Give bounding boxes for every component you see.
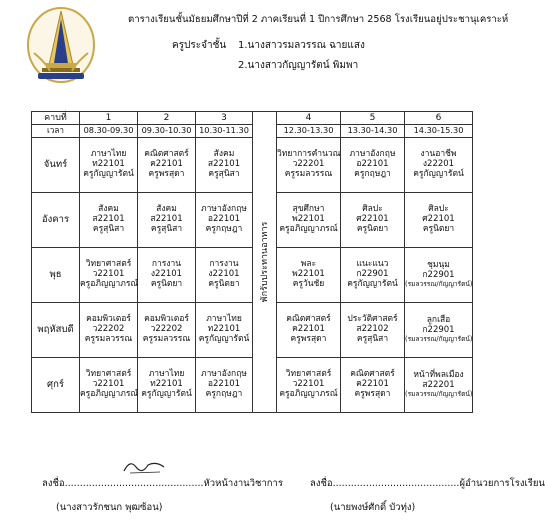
subject-cell <box>341 248 405 303</box>
subject-name: ภาษาอังกฤษ <box>349 149 396 160</box>
subject-cell <box>138 193 196 248</box>
subject-code: ศ22101 <box>422 214 455 225</box>
subject-cell <box>277 193 341 248</box>
subject-code: ก22901 <box>422 270 455 281</box>
subject-name: สังคม <box>213 149 235 160</box>
subject-code: ท22101 <box>150 379 183 390</box>
subject-name: การงาน <box>209 259 239 270</box>
class-timetable <box>31 111 473 413</box>
subject-cell <box>405 358 473 413</box>
period-number: 1 <box>80 112 138 125</box>
lunch-break-column <box>253 112 277 413</box>
subject-code: ส22201 <box>422 380 455 391</box>
period-number: 5 <box>341 112 405 125</box>
subject-name: วิทยาศาสตร์ <box>285 369 332 380</box>
subject-code: ว22101 <box>92 379 125 390</box>
subject-cell <box>138 303 196 358</box>
subject-teacher: ครูอภิญญาภรณ์ <box>279 388 338 399</box>
subject-code: ก22901 <box>356 269 389 280</box>
subject-teacher: (รมลวรรณ/กัญญารัตน์) <box>405 279 473 288</box>
subject-teacher: ครูรมลวรรณ <box>84 333 133 344</box>
period-number: 6 <box>405 112 473 125</box>
subject-teacher: ครูอภิญญาภรณ์ <box>80 278 139 289</box>
director-signature-line: ลงชื่อ..........................................ผู้อำนวยการโรงเรียน <box>310 478 545 489</box>
director-name: (นายพงษ์ศักดิ์ บัวทุ่ง) <box>330 502 416 513</box>
day-name: จันทร์ <box>32 138 80 193</box>
subject-teacher: ครูอภิญญาภรณ์ <box>80 388 139 399</box>
day-name: พุธ <box>32 248 80 303</box>
subject-cell <box>405 248 473 303</box>
subject-code: อ22101 <box>207 379 241 390</box>
subject-name: งานอาชีพ <box>420 149 457 160</box>
day-name: อังคาร <box>32 193 80 248</box>
subject-teacher: ครูกัญญารัตน์ <box>83 168 134 179</box>
homeroom-teacher-label: ครูประจำชั้น <box>172 40 227 51</box>
subject-code: พ22101 <box>292 269 325 280</box>
subject-teacher: ครูพรสุดา <box>354 388 391 399</box>
timetable-title: ตารางเรียนชั้นมัธยมศึกษาปีที่ 2 ภาคเรียนที่ 1 ปีการศึกษา 2568 โรงเรียนอยู่ประชานุเคราะห์ <box>128 14 509 25</box>
subject-cell <box>405 138 473 193</box>
subject-name: การงาน <box>151 259 182 270</box>
subject-name: ลูกเสือ <box>426 315 451 326</box>
subject-code: ค22101 <box>150 159 183 170</box>
subject-teacher: ครูกฤษฎา <box>205 388 243 399</box>
period-number: 4 <box>277 112 341 125</box>
subject-cell <box>196 248 253 303</box>
subject-name: คณิตศาสตร์ <box>350 369 395 380</box>
period-time: 13.30-14.30 <box>341 125 405 138</box>
period-time: 09.30-10.30 <box>138 125 196 138</box>
subject-cell <box>196 358 253 413</box>
subject-cell <box>80 193 138 248</box>
period-time: 12.30-13.30 <box>277 125 341 138</box>
subject-name: ภาษาไทย <box>90 149 127 160</box>
day-name: ศุกร์ <box>32 358 80 413</box>
period-time: 10.30-11.30 <box>196 125 253 138</box>
subject-cell <box>196 193 253 248</box>
subject-code: ก22901 <box>422 325 455 336</box>
subject-teacher: ครูสุนิสา <box>92 223 125 234</box>
subject-teacher: (รมลวรรณ/กัญญารัตน์) <box>405 389 473 398</box>
subject-teacher: ครูกัญญารัตน์ <box>198 333 250 344</box>
subject-name: สุขศึกษา <box>292 204 325 215</box>
subject-cell <box>277 303 341 358</box>
subject-cell <box>196 303 253 358</box>
subject-teacher: ครูวันชัย <box>292 278 325 289</box>
subject-code: ส22101 <box>92 214 125 225</box>
period-time: 08.30-09.30 <box>80 125 138 138</box>
subject-cell <box>341 303 405 358</box>
subject-code: ง22201 <box>422 159 455 170</box>
subject-code: ส22101 <box>150 214 183 225</box>
subject-teacher: ครูสุนิสา <box>150 223 183 234</box>
subject-name: แนะแนว <box>356 259 389 270</box>
subject-teacher: ครูอภิญญาภรณ์ <box>279 223 338 234</box>
subject-code: ว22202 <box>92 324 125 335</box>
subject-teacher: ครูกัญญารัตน์ <box>347 278 398 289</box>
subject-name: สังคม <box>98 204 119 215</box>
subject-name: ศิลปะ <box>362 204 383 215</box>
subject-teacher: ครูสุนิสา <box>208 168 240 179</box>
subject-code: อ22101 <box>356 159 389 170</box>
subject-code: ค22101 <box>292 324 325 335</box>
subject-teacher: ครูพรสุดา <box>290 333 327 344</box>
subject-cell <box>341 138 405 193</box>
subject-name: คอมพิวเตอร์ <box>86 314 131 325</box>
subject-name: ภาษาไทย <box>148 369 185 380</box>
subject-teacher: ครูนิตยา <box>422 223 455 234</box>
subject-code: ท22101 <box>207 324 241 335</box>
subject-name: วิทยาการคำนวณ <box>277 149 341 160</box>
subject-teacher: ครูกฤษฎา <box>205 223 243 234</box>
period-corner-label: คาบที่ <box>32 112 80 125</box>
subject-cell <box>277 138 341 193</box>
subject-name: ภาษาอังกฤษ <box>201 204 247 215</box>
period-time: 14.30-15.30 <box>405 125 473 138</box>
subject-name: ศิลปะ <box>428 204 449 215</box>
subject-name: ประวัติศาสตร์ <box>347 314 398 325</box>
subject-teacher: ครูสุนิสา <box>356 333 389 344</box>
academic-head-name: (นางสาวรักชนก พุฒซ้อน) <box>56 502 163 513</box>
subject-code: อ22101 <box>207 214 241 225</box>
subject-code: พ22101 <box>292 214 325 225</box>
time-label: เวลา <box>32 125 80 138</box>
subject-cell <box>277 248 341 303</box>
subject-name: ชุมนุม <box>427 260 450 271</box>
subject-name: หน้าที่พลเมือง <box>413 370 464 381</box>
subject-teacher: ครูกัญญารัตน์ <box>413 168 464 179</box>
subject-teacher: ครูนิตยา <box>150 278 183 289</box>
subject-name: วิทยาศาสตร์ <box>85 259 132 270</box>
subject-name: ภาษาอังกฤษ <box>201 369 247 380</box>
subject-cell <box>80 303 138 358</box>
subject-code: ว22202 <box>150 324 183 335</box>
school-emblem-logo <box>26 5 96 83</box>
period-number: 3 <box>196 112 253 125</box>
subject-name: ภาษาไทย <box>206 314 242 325</box>
subject-code: ง22101 <box>150 269 183 280</box>
subject-code: ง22101 <box>208 269 240 280</box>
subject-teacher: ครูกัญญารัตน์ <box>141 388 192 399</box>
subject-teacher: ครูนิตยา <box>356 223 389 234</box>
period-number: 2 <box>138 112 196 125</box>
subject-cell <box>405 193 473 248</box>
subject-code: ศ22101 <box>356 214 389 225</box>
subject-code: ค22101 <box>356 379 389 390</box>
subject-code: ส22101 <box>207 159 241 170</box>
subject-teacher: ครูรมลวรรณ <box>142 333 191 344</box>
subject-cell <box>80 248 138 303</box>
subject-code: ว22201 <box>292 159 325 170</box>
subject-cell <box>277 358 341 413</box>
subject-name: คอมพิวเตอร์ <box>144 314 189 325</box>
subject-name: สังคม <box>156 204 177 215</box>
subject-name: คณิตศาสตร์ <box>286 314 331 325</box>
subject-teacher: ครูรมลวรรณ <box>284 168 333 179</box>
academic-head-signature-line: ลงชื่อ..............................................หัวหน้างานวิชาการ <box>42 478 283 489</box>
subject-cell <box>80 358 138 413</box>
subject-cell <box>138 358 196 413</box>
subject-cell <box>405 303 473 358</box>
subject-cell <box>341 193 405 248</box>
handwritten-signature <box>120 455 170 477</box>
subject-teacher: ครูนิตยา <box>208 278 240 289</box>
subject-name: วิทยาศาสตร์ <box>85 369 132 380</box>
subject-code: ส22102 <box>356 324 389 335</box>
homeroom-teacher-2: 2.นางสาวกัญญารัตน์ พิมพา <box>238 60 359 71</box>
subject-cell <box>80 138 138 193</box>
subject-teacher: (รมลวรรณ/กัญญารัตน์) <box>405 334 473 343</box>
subject-teacher: ครูพรสุดา <box>148 168 185 179</box>
period-header-row <box>32 112 473 125</box>
subject-teacher: ครูกฤษฎา <box>354 168 391 179</box>
subject-name: คณิตศาสตร์ <box>144 149 189 160</box>
day-name: พฤหัสบดี <box>32 303 80 358</box>
subject-name: พละ <box>300 259 317 270</box>
subject-cell <box>341 358 405 413</box>
lunch-break-label: พักรับประทานอาหาร <box>259 221 270 303</box>
subject-cell <box>138 138 196 193</box>
homeroom-teacher-1: 1.นางสาวรมลวรรณ ฉายแสง <box>238 40 365 51</box>
subject-code: ว22101 <box>292 379 325 390</box>
subject-cell <box>196 138 253 193</box>
subject-cell <box>138 248 196 303</box>
subject-code: ท22101 <box>92 159 125 170</box>
subject-code: ว22101 <box>92 269 125 280</box>
